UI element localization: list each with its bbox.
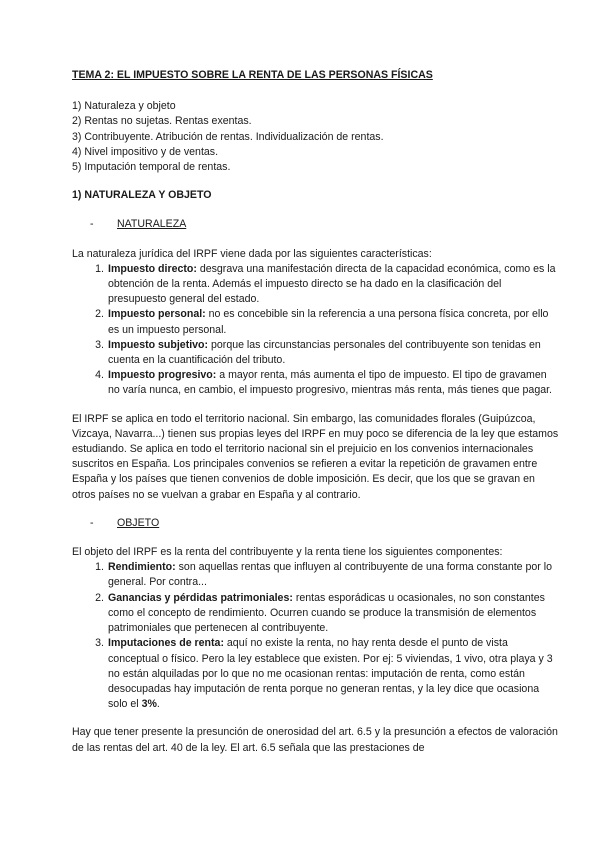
item-text: aquí no existe la renta, no hay renta desde el punto de vista conceptual o físico. Pero la ley establece que existen. Por ej: 5 viviendas, 1 vivo, otra playa y 3 no están alquiladas por lo que no me ocasionan rentas: imputación de renta, como están desocupadas hay imputación de renta porque no generan rentas, y la ley dice que ocasiona solo el (108, 637, 553, 711)
item-end: . (156, 698, 160, 711)
list-number: 2. (95, 591, 104, 604)
item-term: Ganancias y pérdidas patrimoniales: (108, 591, 293, 604)
objeto-list (72, 560, 560, 712)
list-number: 1. (95, 561, 104, 574)
item-term: Impuesto progresivo: (108, 369, 217, 382)
list-number: 4. (95, 369, 104, 382)
subsection-label: OBJETO (117, 516, 160, 529)
list-item (72, 591, 560, 637)
subsection-objeto (90, 516, 560, 531)
objeto-intro: El objeto del IRPF es la renta del contribuyente y la renta tiene los siguientes componentes: (72, 546, 503, 559)
item-term: Impuesto directo: (108, 262, 197, 275)
toc-item: 4) Nivel impositivo y de ventas. (72, 145, 219, 158)
toc-item: 2) Rentas no sujetas. Rentas exentas. (72, 115, 252, 128)
item-text: desgrava una manifestación directa de la capacidad económica, como es la obtención de la renta. Además el impuesto directo se ha dado en la clasificación del presupuesto general del estado. (108, 262, 556, 306)
item-term: Impuesto subjetivo: (108, 338, 209, 351)
toc-item: 1) Naturaleza y objeto (72, 100, 176, 113)
list-item (72, 338, 560, 368)
dash-bullet: - (90, 516, 94, 529)
naturaleza-list (72, 262, 560, 399)
page-title: TEMA 2: EL IMPUESTO SOBRE LA RENTA DE LAS PERSONAS FÍSICAS (72, 69, 433, 81)
item-emphasis: 3% (141, 698, 157, 711)
naturaleza-paragraph: El IRPF se aplica en todo el territorio nacional. Sin embargo, las comunidades florales (Guipúzcoa, Vizcaya, Navarra...) tienen sus propias leyes del IRPF en muy poco se diferencia de la ley que estamos estudiando. Se aplica en todo el territorio nacional sin el prejuicio en los convenios internacionales suscritos en España. Los principales convenios se refieren a evitar la repetición de gravamen entre España y los países que tienen convenios de doble imposición. Es decir, que los que se gravan en otros países no se vuelvan a grabar en España y al contrario. (72, 412, 559, 501)
section-heading: 1) NATURALEZA Y OBJETO (72, 189, 212, 202)
item-text: a mayor renta, más aumenta el tipo de impuesto. El tipo de gravamen no varía nunca, en cambio, el impuesto progresivo, mientras más renta, más tienes que pagar. (108, 369, 552, 397)
item-text: rentas esporádicas u ocasionales, no son constantes como el concepto de rendimiento. Ocurren cuando se produce la transmisión de elementos patrimoniales que pertenecen al contribuyente. (108, 591, 545, 635)
table-of-contents (72, 99, 560, 175)
item-term: Rendimiento: (108, 561, 176, 574)
list-item (72, 368, 560, 398)
list-item (72, 636, 560, 712)
objeto-paragraph: Hay que tener presente la presunción de onerosidad del art. 6.5 y la presunción a efectos de valoración de las rentas del art. 40 de la ley. El art. 6.5 señala que las prestaciones de (72, 726, 558, 754)
list-item (72, 262, 560, 308)
item-text: son aquellas rentas que influyen al contribuyente de una forma constante por lo general. Por contra... (108, 561, 553, 589)
list-item (72, 307, 560, 337)
list-item (72, 560, 560, 590)
subsection-label: NATURALEZA (117, 218, 187, 231)
toc-item: 3) Contribuyente. Atribución de rentas. Individualización de rentas. (72, 130, 384, 143)
item-text: no es concebible sin la referencia a una persona física concreta, por ello es un impuesto personal. (108, 308, 549, 336)
dash-bullet: - (90, 218, 94, 231)
list-number: 3. (95, 637, 104, 650)
item-term: Impuesto personal: (108, 308, 206, 321)
subsection-naturaleza (90, 217, 560, 232)
item-term: Imputaciones de renta: (108, 637, 224, 650)
naturaleza-intro: La naturaleza jurídica del IRPF viene dada por las siguientes características: (72, 247, 432, 260)
item-text: porque las circunstancias personales del contribuyente son tenidas en cuenta en la cuantificación del tributo. (108, 338, 541, 367)
list-number: 2. (95, 308, 104, 321)
list-number: 1. (95, 262, 104, 275)
list-number: 3. (95, 338, 104, 351)
toc-item: 5) Imputación temporal de rentas. (72, 161, 231, 174)
